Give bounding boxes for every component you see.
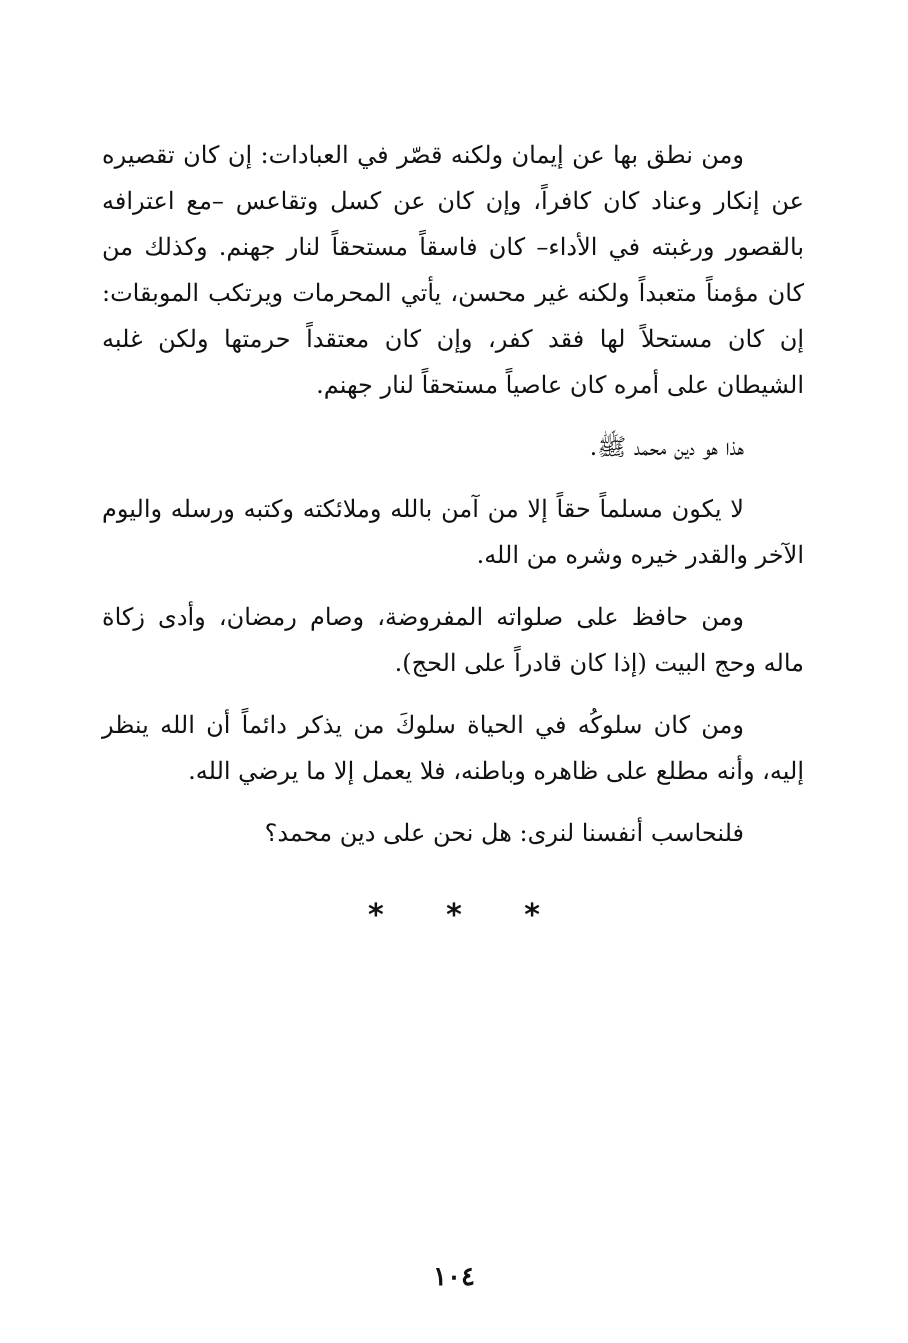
section-separator: * * * <box>368 898 566 933</box>
paragraph-5: ومن كان سلوكُه في الحياة سلوكَ من يذكر دائماً أن الله ينظر إليه، وأنه مطلع على ظاهره وباطنه، فلا يعمل إلا ما يرضي الله. <box>102 711 804 785</box>
paragraph-1: ومن نطق بها عن إيمان ولكنه قصّر في العبادات: إن كان تقصيره عن إنكار وعناد كان كافراً، وإن كان عن كسل وتقاعس –مع اعترافه بالقصور ورغبته في الأداء– كان فاسقاً مستحقاً لنار جهنم. وكذلك من كان مؤمناً متعبداً ولكنه غير محسن، يأتي المحرمات ويرتكب الموبقات: إن كان مستحلاً لها فقد كفر، وإن كان معتقداً حرمتها ولكن غلبه الشيطان على أمره كان عاصياً مستحقاً لنار جهنم. <box>102 141 804 399</box>
paragraph-2: هذا هو دين محمد ﷺ. <box>589 433 744 461</box>
paragraph-3: لا يكون مسلماً حقاً إلا من آمن بالله وملائكته وكتبه ورسله واليوم الآخر والقدر خيره وشره من الله. <box>102 495 804 569</box>
paragraph-4: ومن حافظ على صلواته المفروضة، وصام رمضان، وأدى زكاة ماله وحج البيت (إذا كان قادراً على الحج). <box>102 603 804 677</box>
page-number: ١٠٤ <box>433 1262 475 1292</box>
body-text <box>102 132 804 872</box>
paragraph-6: فلنحاسب أنفسنا لنرى: هل نحن على دين محمد؟ <box>264 819 744 847</box>
